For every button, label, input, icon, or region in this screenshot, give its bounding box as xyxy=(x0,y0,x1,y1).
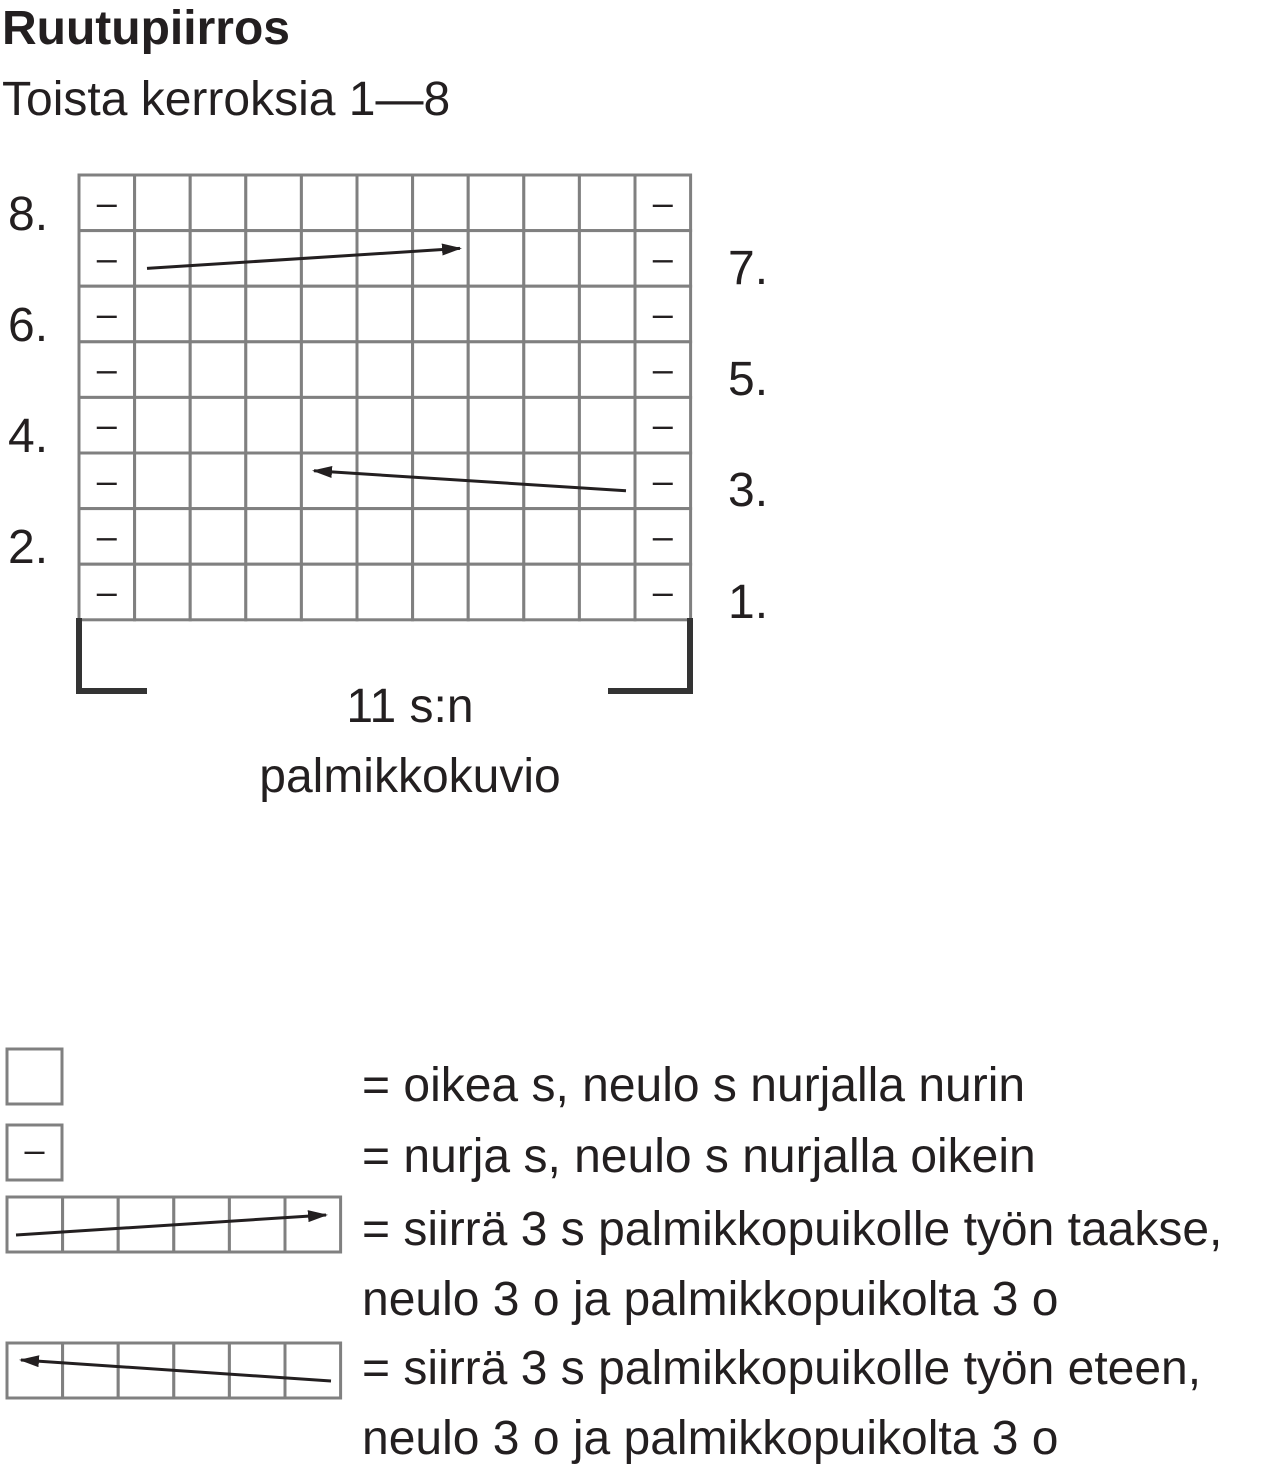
stitch-cell-r8-c10 xyxy=(579,175,635,231)
purl-symbol: – xyxy=(96,571,117,612)
stitch-cell-r6-c9 xyxy=(524,286,580,342)
purl-symbol: – xyxy=(96,459,117,501)
stitch-cell-r2-c2 xyxy=(135,509,191,565)
stitch-cell-r3-c6 xyxy=(357,453,413,509)
stitch-cell-r5-c10 xyxy=(579,342,635,398)
legend-purl-text: = nurja s, neulo s nurjalla oikein xyxy=(362,1130,1036,1183)
purl-symbol: – xyxy=(652,515,673,557)
legend-purl xyxy=(7,1125,1036,1183)
stitch-cell-r7-c9 xyxy=(524,231,580,287)
purl-symbol: – xyxy=(652,237,673,279)
repeat-label-count: 11 s:n xyxy=(346,680,474,733)
purl-symbol: – xyxy=(96,404,117,446)
stitch-cell-r6-c2 xyxy=(135,286,191,342)
stitch-cell-r5-c8 xyxy=(468,342,524,398)
stitch-grid xyxy=(79,175,691,620)
row-label-1: 1. xyxy=(728,576,769,629)
stitch-cell-r8-c4 xyxy=(246,175,302,231)
stitch-cell-r4-c8 xyxy=(468,397,524,453)
stitch-cell-r2-c4 xyxy=(246,509,302,565)
stitch-cell-r2-c7 xyxy=(413,509,469,565)
stitch-cell-r5-c7 xyxy=(413,342,469,398)
stitch-cell-r3-c10 xyxy=(579,453,635,509)
purl-symbol: – xyxy=(96,348,117,390)
stitch-cell-r3-c2 xyxy=(135,453,191,509)
stitch-cell-r4-c2 xyxy=(135,397,191,453)
stitch-cell-r3-c9 xyxy=(524,453,580,509)
stitch-cell-r3-c4 xyxy=(246,453,302,509)
stitch-cell-r7-c7 xyxy=(413,231,469,287)
row-label-2: 2. xyxy=(8,521,49,574)
stitch-cell-r6-c5 xyxy=(301,286,357,342)
stitch-cell-r2-c10 xyxy=(579,509,635,565)
purl-symbol: – xyxy=(96,515,117,557)
repeat-bracket-left xyxy=(79,618,147,691)
row-labels-right xyxy=(728,242,768,629)
stitch-cell-r6-c4 xyxy=(246,286,302,342)
legend-cable-back-text-1: = siirrä 3 s palmikkopuikolle työn taakse, xyxy=(362,1203,1223,1256)
stitch-cell-r2-c6 xyxy=(357,509,413,565)
stitch-cell-r7-c8 xyxy=(468,231,524,287)
stitch-cell-r4-c4 xyxy=(246,397,302,453)
stitch-cell-r8-c7 xyxy=(413,175,469,231)
stitch-cell-r4-c3 xyxy=(190,397,246,453)
chart-title: Ruutupiirros xyxy=(2,2,290,55)
row-label-5: 5. xyxy=(728,353,769,406)
stitch-cell-r1-c2 xyxy=(135,564,191,620)
stitch-cell-r8-c8 xyxy=(468,175,524,231)
stitch-cell-r2-c5 xyxy=(301,509,357,565)
legend-cable-cell xyxy=(285,1343,341,1398)
legend-cable-cell xyxy=(7,1197,63,1252)
row-label-3: 3. xyxy=(728,464,769,517)
legend-cable-front-text-1: = siirrä 3 s palmikkopuikolle työn eteen, xyxy=(362,1342,1202,1395)
legend-cable-cell xyxy=(229,1197,285,1252)
purl-symbol: – xyxy=(652,293,673,334)
legend-cable-cell xyxy=(285,1197,341,1252)
stitch-cell-r8-c6 xyxy=(357,175,413,231)
stitch-cell-r1-c6 xyxy=(357,564,413,620)
repeat-bracket-right xyxy=(608,618,690,691)
stitch-cell-r7-c10 xyxy=(579,231,635,287)
stitch-cell-r6-c3 xyxy=(190,286,246,342)
row-label-8: 8. xyxy=(8,188,49,241)
stitch-cell-r8-c9 xyxy=(524,175,580,231)
legend-knit-swatch xyxy=(7,1049,62,1104)
stitch-cell-r5-c2 xyxy=(135,342,191,398)
stitch-cell-r3-c5 xyxy=(301,453,357,509)
stitch-cell-r5-c9 xyxy=(524,342,580,398)
purl-symbol: – xyxy=(652,348,673,390)
purl-symbol: – xyxy=(96,237,117,279)
stitch-cell-r5-c6 xyxy=(357,342,413,398)
stitch-cell-r7-c3 xyxy=(190,231,246,287)
stitch-cell-r6-c10 xyxy=(579,286,635,342)
purl-symbol: – xyxy=(652,181,673,223)
stitch-cell-r4-c9 xyxy=(524,397,580,453)
stitch-cell-r4-c10 xyxy=(579,397,635,453)
purl-symbol: – xyxy=(652,459,673,501)
stitch-cell-r6-c7 xyxy=(413,286,469,342)
stitch-cell-r4-c7 xyxy=(413,397,469,453)
legend-cable-cell xyxy=(7,1343,63,1398)
row-labels-left xyxy=(8,188,48,574)
stitch-cell-r2-c8 xyxy=(468,509,524,565)
stitch-cell-r4-c5 xyxy=(301,397,357,453)
stitch-cell-r2-c3 xyxy=(190,509,246,565)
purl-symbol: – xyxy=(96,181,117,223)
stitch-cell-r1-c5 xyxy=(301,564,357,620)
stitch-cell-r4-c6 xyxy=(357,397,413,453)
legend-cable-front xyxy=(7,1342,1201,1465)
stitch-cell-r1-c8 xyxy=(468,564,524,620)
stitch-cell-r2-c9 xyxy=(524,509,580,565)
stitch-cell-r1-c10 xyxy=(579,564,635,620)
legend-knit-text: = oikea s, neulo s nurjalla nurin xyxy=(362,1059,1026,1112)
repeat-label-name: palmikkokuvio xyxy=(259,750,561,803)
legend-cable-cell xyxy=(63,1197,119,1252)
legend-cable-cell xyxy=(229,1343,285,1398)
purl-symbol: – xyxy=(96,293,117,334)
stitch-cell-r5-c4 xyxy=(246,342,302,398)
legend-cable-back-text-2: neulo 3 o ja palmikkopuikolta 3 o xyxy=(362,1273,1059,1326)
stitch-cell-r7-c6 xyxy=(357,231,413,287)
stitch-cell-r1-c9 xyxy=(524,564,580,620)
legend-cable-back xyxy=(7,1197,1222,1326)
stitch-cell-r8-c3 xyxy=(190,175,246,231)
stitch-cell-r5-c3 xyxy=(190,342,246,398)
stitch-cell-r1-c4 xyxy=(246,564,302,620)
legend-knit xyxy=(7,1049,1025,1112)
purl-symbol: – xyxy=(652,571,673,612)
stitch-cell-r1-c3 xyxy=(190,564,246,620)
purl-symbol: – xyxy=(652,404,673,446)
chart-subtitle: Toista kerroksia 1—8 xyxy=(2,73,451,126)
row-label-6: 6. xyxy=(8,299,49,352)
legend-cable-cell xyxy=(63,1343,119,1398)
stitch-cell-r8-c2 xyxy=(135,175,191,231)
stitch-cell-r6-c6 xyxy=(357,286,413,342)
legend-cable-front-text-2: neulo 3 o ja palmikkopuikolta 3 o xyxy=(362,1412,1059,1465)
stitch-cell-r1-c7 xyxy=(413,564,469,620)
stitch-cell-r6-c8 xyxy=(468,286,524,342)
stitch-cell-r8-c5 xyxy=(301,175,357,231)
row-label-4: 4. xyxy=(8,410,49,463)
stitch-cell-r3-c3 xyxy=(190,453,246,509)
stitch-cell-r5-c5 xyxy=(301,342,357,398)
row-label-7: 7. xyxy=(728,242,769,295)
stitch-cell-r7-c2 xyxy=(135,231,191,287)
legend-purl-symbol: – xyxy=(24,1129,45,1170)
legend xyxy=(7,1049,1222,1465)
